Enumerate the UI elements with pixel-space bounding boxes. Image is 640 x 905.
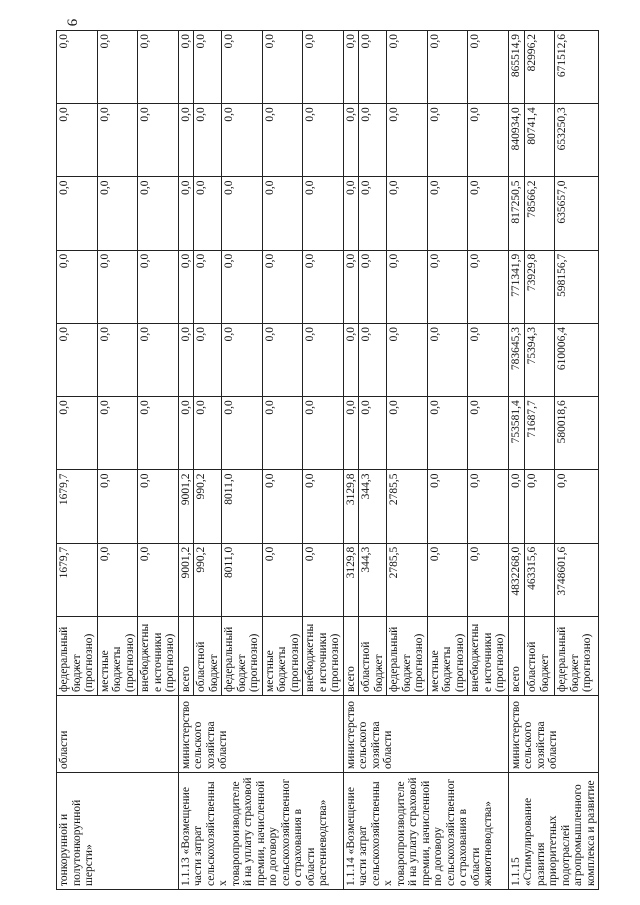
amount-cell: 0,0 xyxy=(303,324,344,397)
amount-cell: 1679,7 xyxy=(57,543,98,616)
amount-cell: 0,0 xyxy=(343,397,359,470)
amount-cell: 0,0 xyxy=(194,324,222,397)
amount-cell: 0,0 xyxy=(262,104,303,177)
amount-cell: 8011,0 xyxy=(222,470,263,543)
funding-source-cell: федеральный бюджет (прогнозно) xyxy=(387,617,428,696)
amount-cell: 0,0 xyxy=(97,470,138,543)
amount-cell: 0,0 xyxy=(178,177,194,250)
amount-cell: 0,0 xyxy=(303,104,344,177)
amount-cell: 0,0 xyxy=(359,324,387,397)
amount-cell: 82996,2 xyxy=(525,31,555,104)
amount-cell: 2785,5 xyxy=(387,543,428,616)
amount-cell: 0,0 xyxy=(427,104,468,177)
amount-cell: 0,0 xyxy=(555,470,599,543)
amount-cell: 0,0 xyxy=(138,397,179,470)
amount-cell: 0,0 xyxy=(343,324,359,397)
amount-cell: 73929,8 xyxy=(525,250,555,323)
amount-cell: 0,0 xyxy=(97,324,138,397)
amount-cell: 0,0 xyxy=(468,250,509,323)
amount-cell: 0,0 xyxy=(468,470,509,543)
amount-cell: 1679,7 xyxy=(57,470,98,543)
budget-table-page xyxy=(56,30,596,890)
executor-cell: области xyxy=(57,696,179,773)
funding-source-cell: областной бюджет xyxy=(359,617,387,696)
measure-name-cell: 1.1.14 «Возмещение части затрат сельскохозяйственных товаропроизводителей на уплату страховой премии, начисленной по договору сельскохозяйственного страхования в области животноводства» xyxy=(343,773,508,890)
amount-cell: 671512,6 xyxy=(555,31,599,104)
amount-cell: 8011,0 xyxy=(222,543,263,616)
table-row xyxy=(57,31,98,890)
amount-cell: 0,0 xyxy=(57,324,98,397)
amount-cell: 0,0 xyxy=(343,250,359,323)
funding-source-cell: всего xyxy=(343,617,359,696)
amount-cell: 0,0 xyxy=(57,397,98,470)
amount-cell: 9001,2 xyxy=(178,470,194,543)
amount-cell: 0,0 xyxy=(303,177,344,250)
amount-cell: 0,0 xyxy=(262,177,303,250)
amount-cell: 0,0 xyxy=(138,177,179,250)
executor-cell: министерство сельского хозяйства области xyxy=(178,696,343,773)
amount-cell: 771341,9 xyxy=(508,250,525,323)
amount-cell: 0,0 xyxy=(222,250,263,323)
funding-source-cell: федеральный бюджет (прогнозно) xyxy=(555,617,599,696)
amount-cell: 865514,9 xyxy=(508,31,525,104)
amount-cell: 0,0 xyxy=(57,250,98,323)
amount-cell: 0,0 xyxy=(343,104,359,177)
amount-cell: 0,0 xyxy=(468,104,509,177)
amount-cell: 0,0 xyxy=(468,543,509,616)
measure-name-cell: 1.1.15 «Стимулирование развития приоритетных подотраслей агропромышленного комплекса и развитие xyxy=(508,773,599,890)
amount-cell: 344,3 xyxy=(359,543,387,616)
measure-name-cell: 1.1.13 «Возмещение части затрат сельскохозяйственных товаропроизводителей на уплату страховой премии, начисленной по договору сельскохозяйственного страхования в области растениеводства» xyxy=(178,773,343,890)
amount-cell: 0,0 xyxy=(427,324,468,397)
amount-cell: 0,0 xyxy=(57,31,98,104)
amount-cell: 0,0 xyxy=(427,31,468,104)
amount-cell: 580018,6 xyxy=(555,397,599,470)
amount-cell: 0,0 xyxy=(222,177,263,250)
funding-source-cell: федеральный бюджет (прогнозно) xyxy=(57,617,98,696)
amount-cell: 0,0 xyxy=(222,397,263,470)
amount-cell: 0,0 xyxy=(97,543,138,616)
amount-cell: 0,0 xyxy=(57,177,98,250)
amount-cell: 0,0 xyxy=(138,104,179,177)
amount-cell: 817250,5 xyxy=(508,177,525,250)
amount-cell: 0,0 xyxy=(178,104,194,177)
amount-cell: 0,0 xyxy=(468,177,509,250)
amount-cell: 0,0 xyxy=(387,177,428,250)
amount-cell: 0,0 xyxy=(138,250,179,323)
amount-cell: 0,0 xyxy=(97,31,138,104)
amount-cell: 0,0 xyxy=(303,397,344,470)
amount-cell: 463315,6 xyxy=(525,543,555,616)
amount-cell: 0,0 xyxy=(194,177,222,250)
funding-source-cell: местные бюджеты (прогнозно) xyxy=(427,617,468,696)
funding-source-cell: областной бюджет xyxy=(525,617,555,696)
amount-cell: 3129,8 xyxy=(343,543,359,616)
amount-cell: 598156,7 xyxy=(555,250,599,323)
amount-cell: 0,0 xyxy=(262,31,303,104)
amount-cell: 0,0 xyxy=(387,397,428,470)
amount-cell: 75394,3 xyxy=(525,324,555,397)
funding-source-cell: областной бюджет xyxy=(194,617,222,696)
amount-cell: 783645,3 xyxy=(508,324,525,397)
amount-cell: 0,0 xyxy=(138,324,179,397)
amount-cell: 0,0 xyxy=(194,250,222,323)
amount-cell: 840934,0 xyxy=(508,104,525,177)
amount-cell: 0,0 xyxy=(468,324,509,397)
amount-cell: 990,2 xyxy=(194,543,222,616)
funding-source-cell: внебюджетные источники (прогнозно) xyxy=(303,617,344,696)
amount-cell: 0,0 xyxy=(427,470,468,543)
amount-cell: 0,0 xyxy=(468,31,509,104)
amount-cell: 0,0 xyxy=(178,250,194,323)
funding-source-cell: внебюджетные источники (прогнозно) xyxy=(138,617,179,696)
table-body xyxy=(57,31,599,890)
amount-cell: 0,0 xyxy=(262,470,303,543)
amount-cell: 0,0 xyxy=(194,104,222,177)
amount-cell: 0,0 xyxy=(303,31,344,104)
amount-cell: 2785,5 xyxy=(387,470,428,543)
amount-cell: 0,0 xyxy=(387,104,428,177)
amount-cell: 0,0 xyxy=(194,397,222,470)
funding-source-cell: местные бюджеты (прогнозно) xyxy=(262,617,303,696)
amount-cell: 0,0 xyxy=(303,250,344,323)
amount-cell: 0,0 xyxy=(303,470,344,543)
table-row xyxy=(343,31,359,890)
amount-cell: 0,0 xyxy=(138,31,179,104)
amount-cell: 653250,3 xyxy=(555,104,599,177)
amount-cell: 344,3 xyxy=(359,470,387,543)
funding-source-cell: федеральный бюджет (прогнозно) xyxy=(222,617,263,696)
amount-cell: 0,0 xyxy=(387,31,428,104)
amount-cell: 0,0 xyxy=(97,397,138,470)
amount-cell: 0,0 xyxy=(138,470,179,543)
amount-cell: 3748601,6 xyxy=(555,543,599,616)
amount-cell: 4832268,0 xyxy=(508,543,525,616)
amount-cell: 0,0 xyxy=(303,543,344,616)
amount-cell: 78566,2 xyxy=(525,177,555,250)
table-row xyxy=(508,31,525,890)
amount-cell: 635657,0 xyxy=(555,177,599,250)
amount-cell: 9001,2 xyxy=(178,543,194,616)
amount-cell: 0,0 xyxy=(359,104,387,177)
amount-cell: 0,0 xyxy=(57,104,98,177)
amount-cell: 0,0 xyxy=(525,470,555,543)
amount-cell: 0,0 xyxy=(222,31,263,104)
amount-cell: 0,0 xyxy=(427,250,468,323)
amount-cell: 0,0 xyxy=(262,543,303,616)
amount-cell: 0,0 xyxy=(262,250,303,323)
executor-cell: министерство сельского хозяйства области xyxy=(343,696,508,773)
amount-cell: 610006,4 xyxy=(555,324,599,397)
amount-cell: 3129,8 xyxy=(343,470,359,543)
amount-cell: 0,0 xyxy=(97,250,138,323)
executor-cell: министерство сельского хозяйства области xyxy=(508,696,599,773)
funding-source-cell: всего xyxy=(178,617,194,696)
funding-source-cell: местные бюджеты (прогнозно) xyxy=(97,617,138,696)
amount-cell: 0,0 xyxy=(343,177,359,250)
amount-cell: 0,0 xyxy=(359,397,387,470)
amount-cell: 0,0 xyxy=(138,543,179,616)
amount-cell: 0,0 xyxy=(427,397,468,470)
amount-cell: 753581,4 xyxy=(508,397,525,470)
funding-source-cell: всего xyxy=(508,617,525,696)
amount-cell: 0,0 xyxy=(359,177,387,250)
measure-name-cell: тонкорунной и полутонкорунной шерсти» xyxy=(57,773,179,890)
amount-cell: 0,0 xyxy=(97,104,138,177)
funding-source-cell: внебюджетные источники (прогнозно) xyxy=(468,617,509,696)
amount-cell: 71687,7 xyxy=(525,397,555,470)
amount-cell: 0,0 xyxy=(427,177,468,250)
table-row xyxy=(178,31,194,890)
amount-cell: 0,0 xyxy=(359,31,387,104)
amount-cell: 0,0 xyxy=(508,470,525,543)
amount-cell: 0,0 xyxy=(468,397,509,470)
amount-cell: 990,2 xyxy=(194,470,222,543)
amount-cell: 0,0 xyxy=(178,31,194,104)
amount-cell: 0,0 xyxy=(387,324,428,397)
budget-table xyxy=(56,30,599,890)
amount-cell: 0,0 xyxy=(262,397,303,470)
amount-cell: 0,0 xyxy=(178,397,194,470)
page-number: 9 xyxy=(63,18,80,27)
amount-cell: 80741,4 xyxy=(525,104,555,177)
amount-cell: 0,0 xyxy=(343,31,359,104)
amount-cell: 0,0 xyxy=(222,324,263,397)
amount-cell: 0,0 xyxy=(97,177,138,250)
amount-cell: 0,0 xyxy=(194,31,222,104)
amount-cell: 0,0 xyxy=(262,324,303,397)
amount-cell: 0,0 xyxy=(178,324,194,397)
amount-cell: 0,0 xyxy=(359,250,387,323)
amount-cell: 0,0 xyxy=(427,543,468,616)
amount-cell: 0,0 xyxy=(222,104,263,177)
amount-cell: 0,0 xyxy=(387,250,428,323)
